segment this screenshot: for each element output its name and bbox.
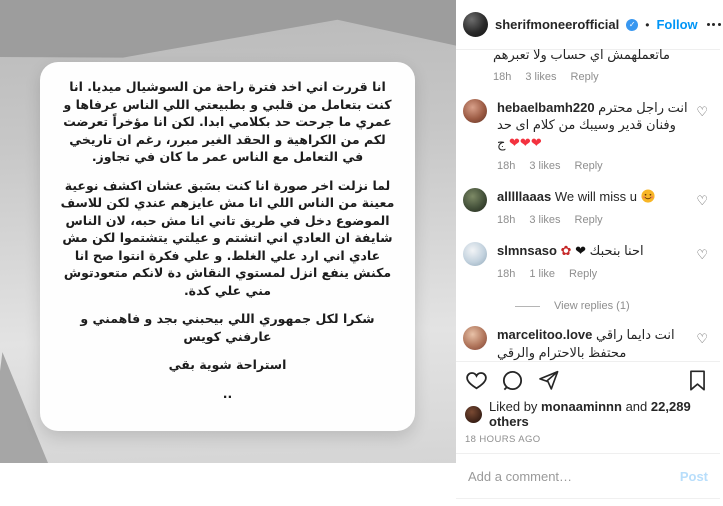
comment-meta (497, 267, 644, 282)
comment-like-icon[interactable]: ♡ (696, 194, 708, 210)
comment-meta (497, 159, 688, 174)
comment-body (497, 242, 644, 282)
comment-text-wrapper (561, 243, 644, 258)
post-actions-section (456, 361, 720, 453)
red-hearts-emoji: ❤❤❤ (509, 135, 542, 151)
comment (463, 188, 710, 227)
commenter-avatar[interactable] (463, 188, 487, 212)
commenter-avatar[interactable] (463, 242, 487, 266)
verified-badge-icon: ✓ (626, 19, 638, 31)
comment-text: ماتعملهمش اي حساب ولا تعبرهم (493, 47, 670, 62)
comment-reply-button[interactable]: Reply (574, 160, 603, 173)
view-replies-button[interactable] (515, 300, 710, 312)
comment-reply-button[interactable]: Reply (574, 213, 603, 226)
liker-username[interactable]: monaaminnn (541, 399, 622, 415)
comment-text-clipped (493, 47, 670, 63)
post-detail-panel (456, 0, 720, 484)
comment-partial (463, 47, 710, 85)
header-dot-separator: • (645, 17, 650, 32)
comment-icon[interactable] (501, 369, 524, 392)
more-options-icon[interactable] (705, 17, 723, 32)
comment-body (493, 47, 670, 85)
add-comment-input[interactable] (468, 469, 680, 484)
likes-count[interactable]: 22,289 others (489, 399, 691, 430)
comment (463, 326, 710, 361)
comment-text-line2: محتفظ بالاحترام والرقي (497, 344, 627, 360)
comment-time: 18h (497, 213, 516, 226)
comment (463, 242, 710, 282)
statement-paragraph: استراحة شوية بقي (168, 357, 287, 372)
commenter-username[interactable]: alllllaaas (497, 189, 552, 205)
post-comment-button[interactable]: Post (679, 468, 708, 484)
comment-time: 18h (497, 160, 516, 173)
action-bar (456, 362, 720, 396)
comment-likes[interactable]: 3 likes (529, 160, 561, 173)
comment-likes[interactable]: 3 likes (525, 71, 557, 83)
share-icon[interactable] (537, 369, 560, 392)
comment-likes[interactable]: 1 like (529, 268, 556, 281)
rose-emoji: ✿ (560, 243, 572, 259)
statement-paragraph: انا قررت اني اخد فترة راحة من السوشيال ميديا. انا كنت بتعامل من قلبي و بطبيعتي اللي الناس عرفاها و عمري ما جرحت حد بكلامي ابدا. لكن انا مؤخراً تعرضت لكم من الكراهية و الحقد الغير مبرر، رغم ان تاريخي في التعامل مع الناس عمر ما كان في تجاوز. (63, 79, 392, 164)
commenter-username[interactable]: marcelitoo.love (497, 327, 593, 343)
view-replies-label[interactable]: View replies (1) (554, 300, 630, 313)
comment-likes[interactable]: 3 likes (529, 213, 561, 226)
statement-card (40, 62, 415, 431)
liker-avatar[interactable] (465, 406, 482, 423)
post-header (456, 0, 720, 50)
post-timestamp: 18 HOURS AGO (465, 434, 541, 446)
comment-body (497, 99, 688, 174)
like-icon[interactable] (465, 369, 488, 392)
comments-list[interactable] (456, 47, 720, 361)
comment-time: 18h (493, 71, 512, 83)
comment-text: انت دايما راقي (596, 327, 675, 343)
statement-paragraph: شكرا لكل جمهوري اللي بيحبني بجد و فاهمني و عارفني كويس (80, 311, 375, 344)
black-heart-emoji: ❤ (575, 243, 587, 259)
comment-text-suffix: ج (497, 134, 506, 150)
author-username[interactable]: sherifmoneerofficial (495, 17, 620, 32)
comment-meta (493, 70, 670, 85)
follow-button[interactable]: Follow (656, 17, 698, 32)
commenter-avatar[interactable] (463, 99, 487, 123)
comment-text: انت راجل محترم وفنان قدير وسيبك من كلام اى حد (497, 99, 688, 133)
panel-bottom-border (456, 498, 720, 506)
statement-paragraph: لما نزلت اخر صورة انا كنت بسَبق عشان اكشف نوعية معينة من الناس اللي انا مش عايزهم عندي لكن للاسف الموضوع دخل في طريق تاني انا مش حبه، لان الناس شايفة ان العادي اني اتشتم و عيلتي يتشتموا لكن مش عادي اني ارد علي الغلط. و علي فكرة انتوا صح انا مكنش ينفع انزل لمستوي النقاش دة لانكم متعودتوش مني علي كدة. (60, 177, 395, 298)
save-icon[interactable] (687, 369, 708, 392)
commenter-avatar[interactable] (463, 326, 487, 350)
liked-by-row (456, 396, 720, 429)
comment-reply-button[interactable]: Reply (570, 71, 599, 83)
comment-time: 18h (497, 268, 516, 281)
view-replies-line (515, 306, 540, 307)
comment-body (497, 188, 655, 227)
liked-by-text (489, 399, 708, 429)
author-avatar[interactable] (463, 12, 488, 37)
smiling-face-emoji (641, 189, 655, 203)
comment-reply-button[interactable]: Reply (569, 268, 598, 281)
commenter-username[interactable]: hebaelbamh220 (497, 99, 595, 115)
comment-composer (456, 453, 720, 498)
liked-by-prefix: Liked by (489, 399, 538, 415)
comment-body (497, 326, 675, 361)
comment-text: احنا بنحبك (589, 242, 644, 258)
comment-like-icon[interactable]: ♡ (696, 332, 708, 348)
comment (463, 99, 710, 174)
image-background-shade-top (0, 0, 456, 60)
comment-like-icon[interactable]: ♡ (696, 247, 708, 263)
liked-by-and: and (625, 399, 648, 415)
comment-meta (497, 213, 655, 228)
comment-like-icon[interactable]: ♡ (696, 104, 708, 120)
commenter-username[interactable]: slmnsaso (497, 242, 557, 258)
comment-text: We will miss u (554, 189, 637, 205)
statement-paragraph: .. (222, 385, 233, 401)
